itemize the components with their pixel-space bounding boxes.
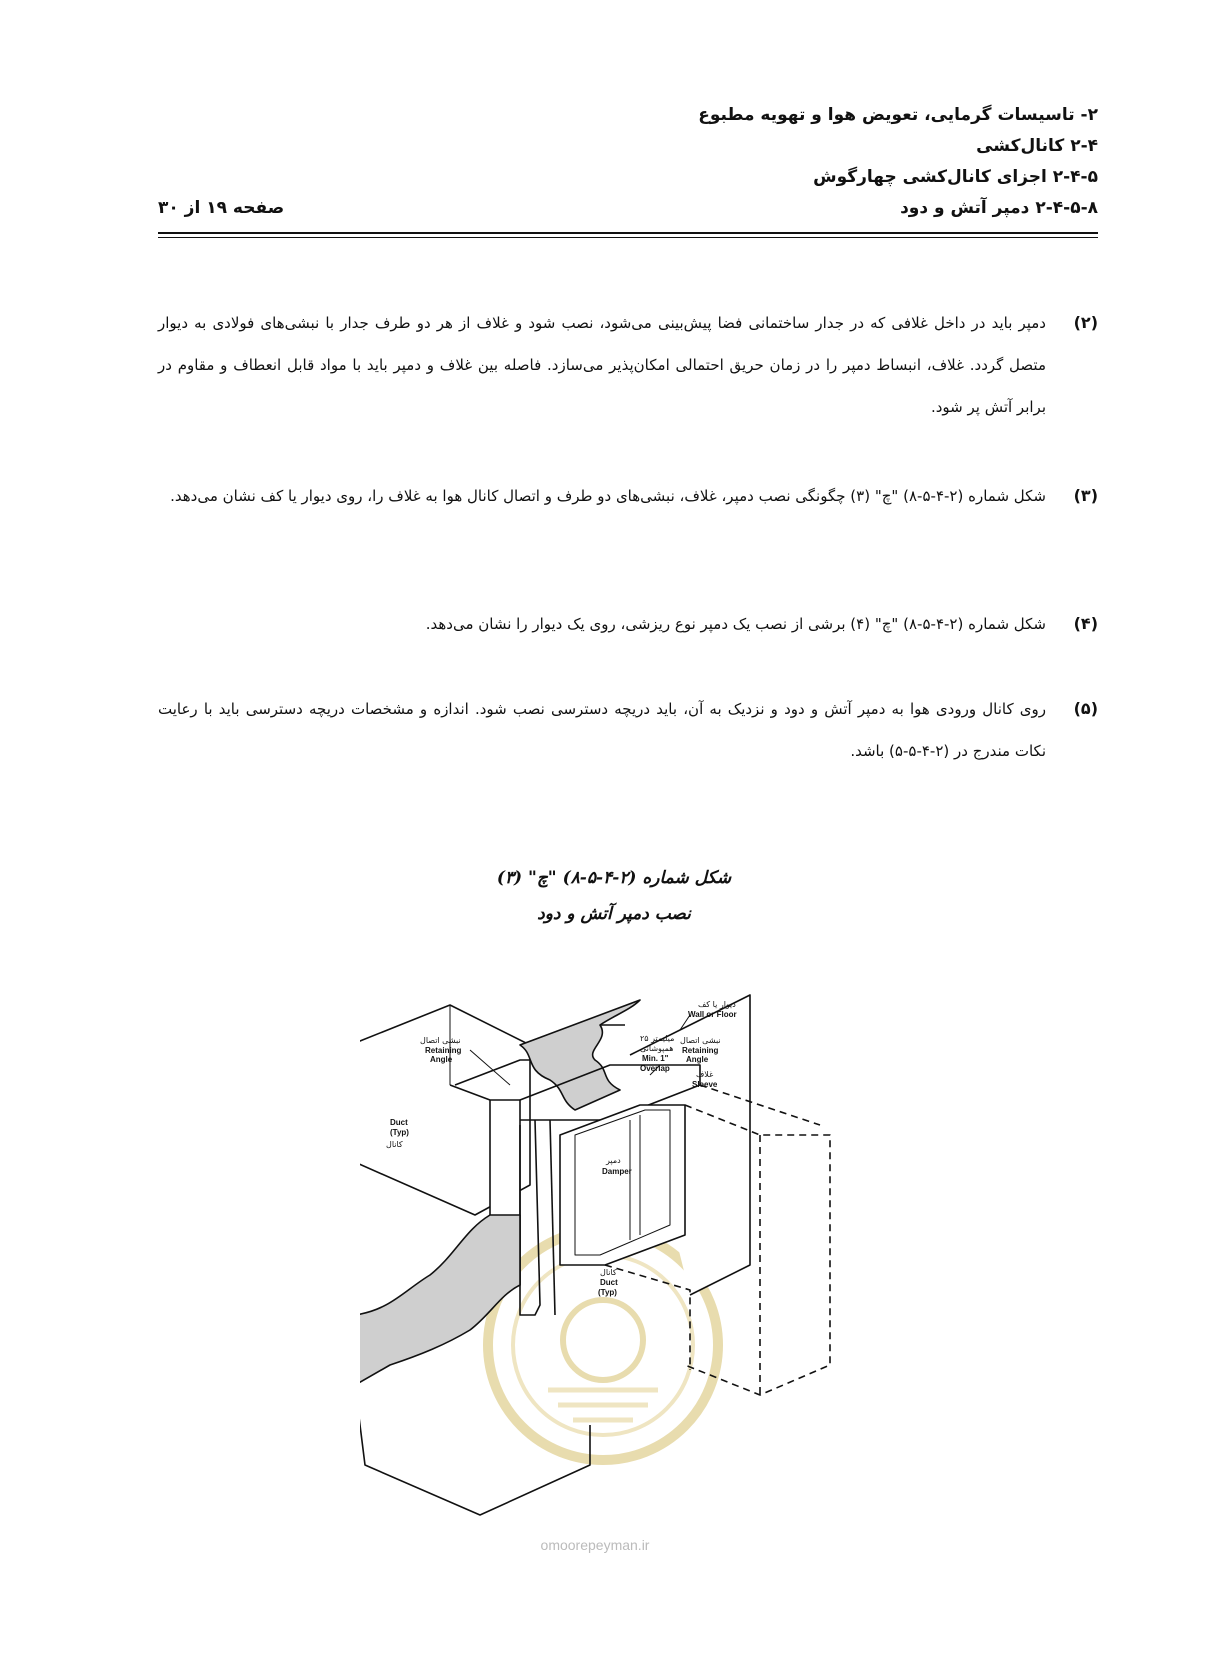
paragraph-text: روی کانال ورودی هوا به دمپر آتش و دود و نزدیک به آن، باید دریچه دسترسی نصب شود. اندازه و مشخصات دریچه دسترسی باید با رعایت نکات مندرج در (۲-۴-۵-۵) باشد. <box>158 700 1046 760</box>
duct-right-label-en2: (Typ) <box>598 1288 617 1297</box>
angle-left-label-en2: Angle <box>430 1055 453 1064</box>
duct-left-label-fa: کانال <box>386 1140 403 1149</box>
damper-label-en: Damper <box>602 1167 632 1176</box>
header-row <box>158 193 1098 224</box>
sleeve-label-fa: غلاف <box>696 1070 714 1079</box>
paragraph-number: (۳) <box>1073 486 1098 505</box>
header-rule-thick <box>158 232 1098 234</box>
wall-break-bottom <box>360 1215 520 1385</box>
duct-left-label-en1: Duct <box>390 1118 408 1127</box>
paragraph-5 <box>158 688 1098 772</box>
duct-left-label-en2: (Typ) <box>390 1128 409 1137</box>
paragraph-number: (۵) <box>1073 699 1098 718</box>
angle-right-label-en1: Retaining <box>682 1046 719 1055</box>
sleeve-label-en: Sleeve <box>692 1080 718 1089</box>
overlap-label-en2: Overlap <box>640 1064 670 1073</box>
page-number: صفحه ۱۹ از ۳۰ <box>158 198 285 218</box>
header-line-1: ۲- تاسیسات گرمایی، تعویض هوا و تهویه مطبوع <box>698 105 1098 125</box>
overlap-label-fa1: ۲۵ میلیمتر <box>640 1034 675 1043</box>
header-rule-thin <box>158 237 1098 238</box>
page-header <box>158 100 1098 224</box>
paragraph-text: شکل شماره (۲-۴-۵-۸) "چ" (۳) چگونگی نصب دمپر، غلاف، نبشی‌های دو طرف و اتصال کانال هوا به غلاف را، روی دیوار یا کف نشان می‌دهد. <box>170 487 1046 505</box>
fire-damper-figure <box>360 985 880 1525</box>
paragraph-3 <box>158 475 1098 517</box>
figure-caption-title: شکل شماره (۲-۴-۵-۸) "چ" (۳) <box>496 868 732 888</box>
fire-damper-diagram <box>360 985 880 1525</box>
damper-label-fa: دمپر <box>606 1156 621 1165</box>
paragraph-2 <box>158 302 1098 428</box>
paragraph-number: (۴) <box>1073 614 1098 633</box>
paragraph-text: دمپر باید در داخل غلافی که در جدار ساختمانی فضا پیش‌بینی می‌شود، نصب شود و غلاف از هر دو طرف جدار با نبشی‌های فولادی به دیوار متصل گردد. غلاف، انبساط دمپر را در زمان حریق احتمالی امکان‌پذیر می‌سازد. فاصله بین غلاف و دمپر باید با مواد قابل انعطاف و مقاوم در برابر آتش پر شود. <box>158 314 1046 416</box>
wall-label-fa: دیوار یا کف <box>698 1000 736 1009</box>
duct-right-label-fa: کانال <box>600 1268 617 1277</box>
angle-left-label-en1: Retaining <box>425 1046 462 1055</box>
header-line-4: ۲-۴-۵-۸ دمپر آتش و دود <box>900 198 1098 218</box>
overlap-label-fa2: همپوشانی <box>640 1044 674 1053</box>
angle-right-label-fa: نبشی اتصال <box>680 1036 721 1045</box>
paragraph-text: شکل شماره (۲-۴-۵-۸) "چ" (۴) برشی از نصب یک دمپر نوع ریزشی، روی یک دیوار را نشان می‌دهد. <box>425 615 1046 633</box>
figure-caption-subtitle: نصب دمپر آتش و دود <box>537 904 691 924</box>
angle-right-label-en2: Angle <box>686 1055 709 1064</box>
watermark-site: omoorepeyman.ir <box>540 1537 650 1553</box>
paragraph-4 <box>158 603 1098 645</box>
wall-label-en: Wall or Floor <box>688 1010 737 1019</box>
header-line-3: ۲-۴-۵ اجزای کانال‌کشی چهارگوش <box>813 167 1098 187</box>
damper-frame <box>560 1105 685 1265</box>
angle-left-label-fa: نبشی اتصال <box>420 1036 461 1045</box>
header-line-2: ۲-۴ کانال‌کشی <box>976 136 1098 156</box>
overlap-label-en1: Min. 1" <box>642 1054 669 1063</box>
duct-right-label-en1: Duct <box>600 1278 618 1287</box>
paragraph-number: (۲) <box>1073 313 1098 332</box>
